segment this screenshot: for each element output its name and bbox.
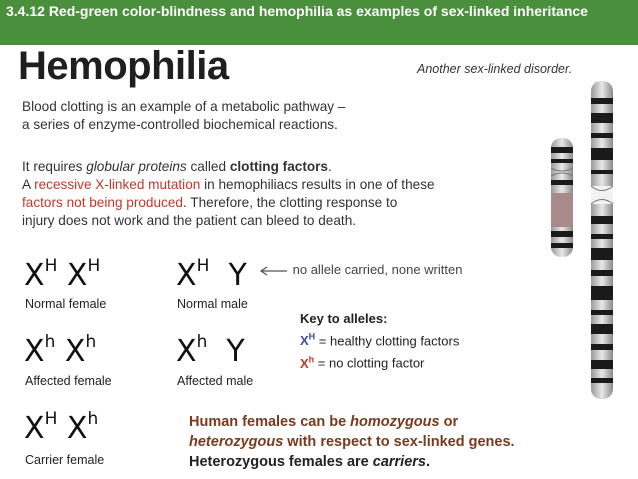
paragraph-clotting: [22, 158, 492, 230]
para2-line2: A recessive X-linked mutation in hemophiliacs results in one of these: [22, 177, 435, 192]
genotype-affected-male: $X^h$ Y: [176, 332, 245, 369]
key-title: Key to alleles:: [300, 311, 388, 326]
para2-line1: It requires globular proteins called clotting factors.: [22, 159, 332, 174]
key-row-healthy: $X^H$ = healthy clotting factors: [300, 332, 460, 349]
summary-statement: [189, 412, 515, 472]
banner-title: 3.4.12 Red-green color-blindness and hemophilia as examples of sex-linked inheritance: [6, 3, 588, 19]
genotype-carrier-female: $X^H$ $X^h$: [24, 409, 99, 446]
label-affected-female: Affected female: [25, 374, 112, 388]
genotype-normal-male: $X^H$ Y: [176, 256, 247, 293]
allele-key: [300, 309, 459, 373]
para1-line2: a series of enzyme-controlled biochemical reactions.: [22, 117, 338, 132]
label-normal-female: Normal female: [25, 297, 107, 311]
y-chromosome-icon: [545, 135, 581, 260]
label-carrier-female: Carrier female: [25, 453, 105, 467]
title-banner: [0, 0, 638, 45]
x-chromosome-icon: [580, 78, 630, 403]
paragraph-metabolic: [22, 98, 492, 134]
key-row-no-clotting: $X^h$ = no clotting factor: [300, 354, 425, 371]
para1-line1: Blood clotting is an example of a metabolic pathway –: [22, 99, 346, 114]
subnote: Another sex-linked disorder.: [417, 62, 573, 76]
left-arrow-icon: [259, 266, 289, 276]
genotype-normal-female: $X^H$ $X^H$: [24, 256, 101, 293]
label-affected-male: Affected male: [177, 374, 254, 388]
para2-line4: injury does not work and the patient can bleed to death.: [22, 213, 357, 228]
label-normal-male: Normal male: [177, 297, 248, 311]
para2-line3: factors not being produced. Therefore, the clotting response to: [22, 195, 398, 210]
genotype-affected-female: $X^h$ $X^h$: [24, 332, 97, 369]
summary-line1: Human females can be homozygous or: [189, 414, 459, 430]
no-allele-note: no allele carried, none written: [259, 262, 462, 277]
summary-line3: Heterozygous females are carriers.: [189, 454, 430, 470]
page-heading: Hemophilia: [18, 44, 229, 88]
summary-line2: heterozygous with respect to sex-linked genes.: [189, 434, 515, 450]
